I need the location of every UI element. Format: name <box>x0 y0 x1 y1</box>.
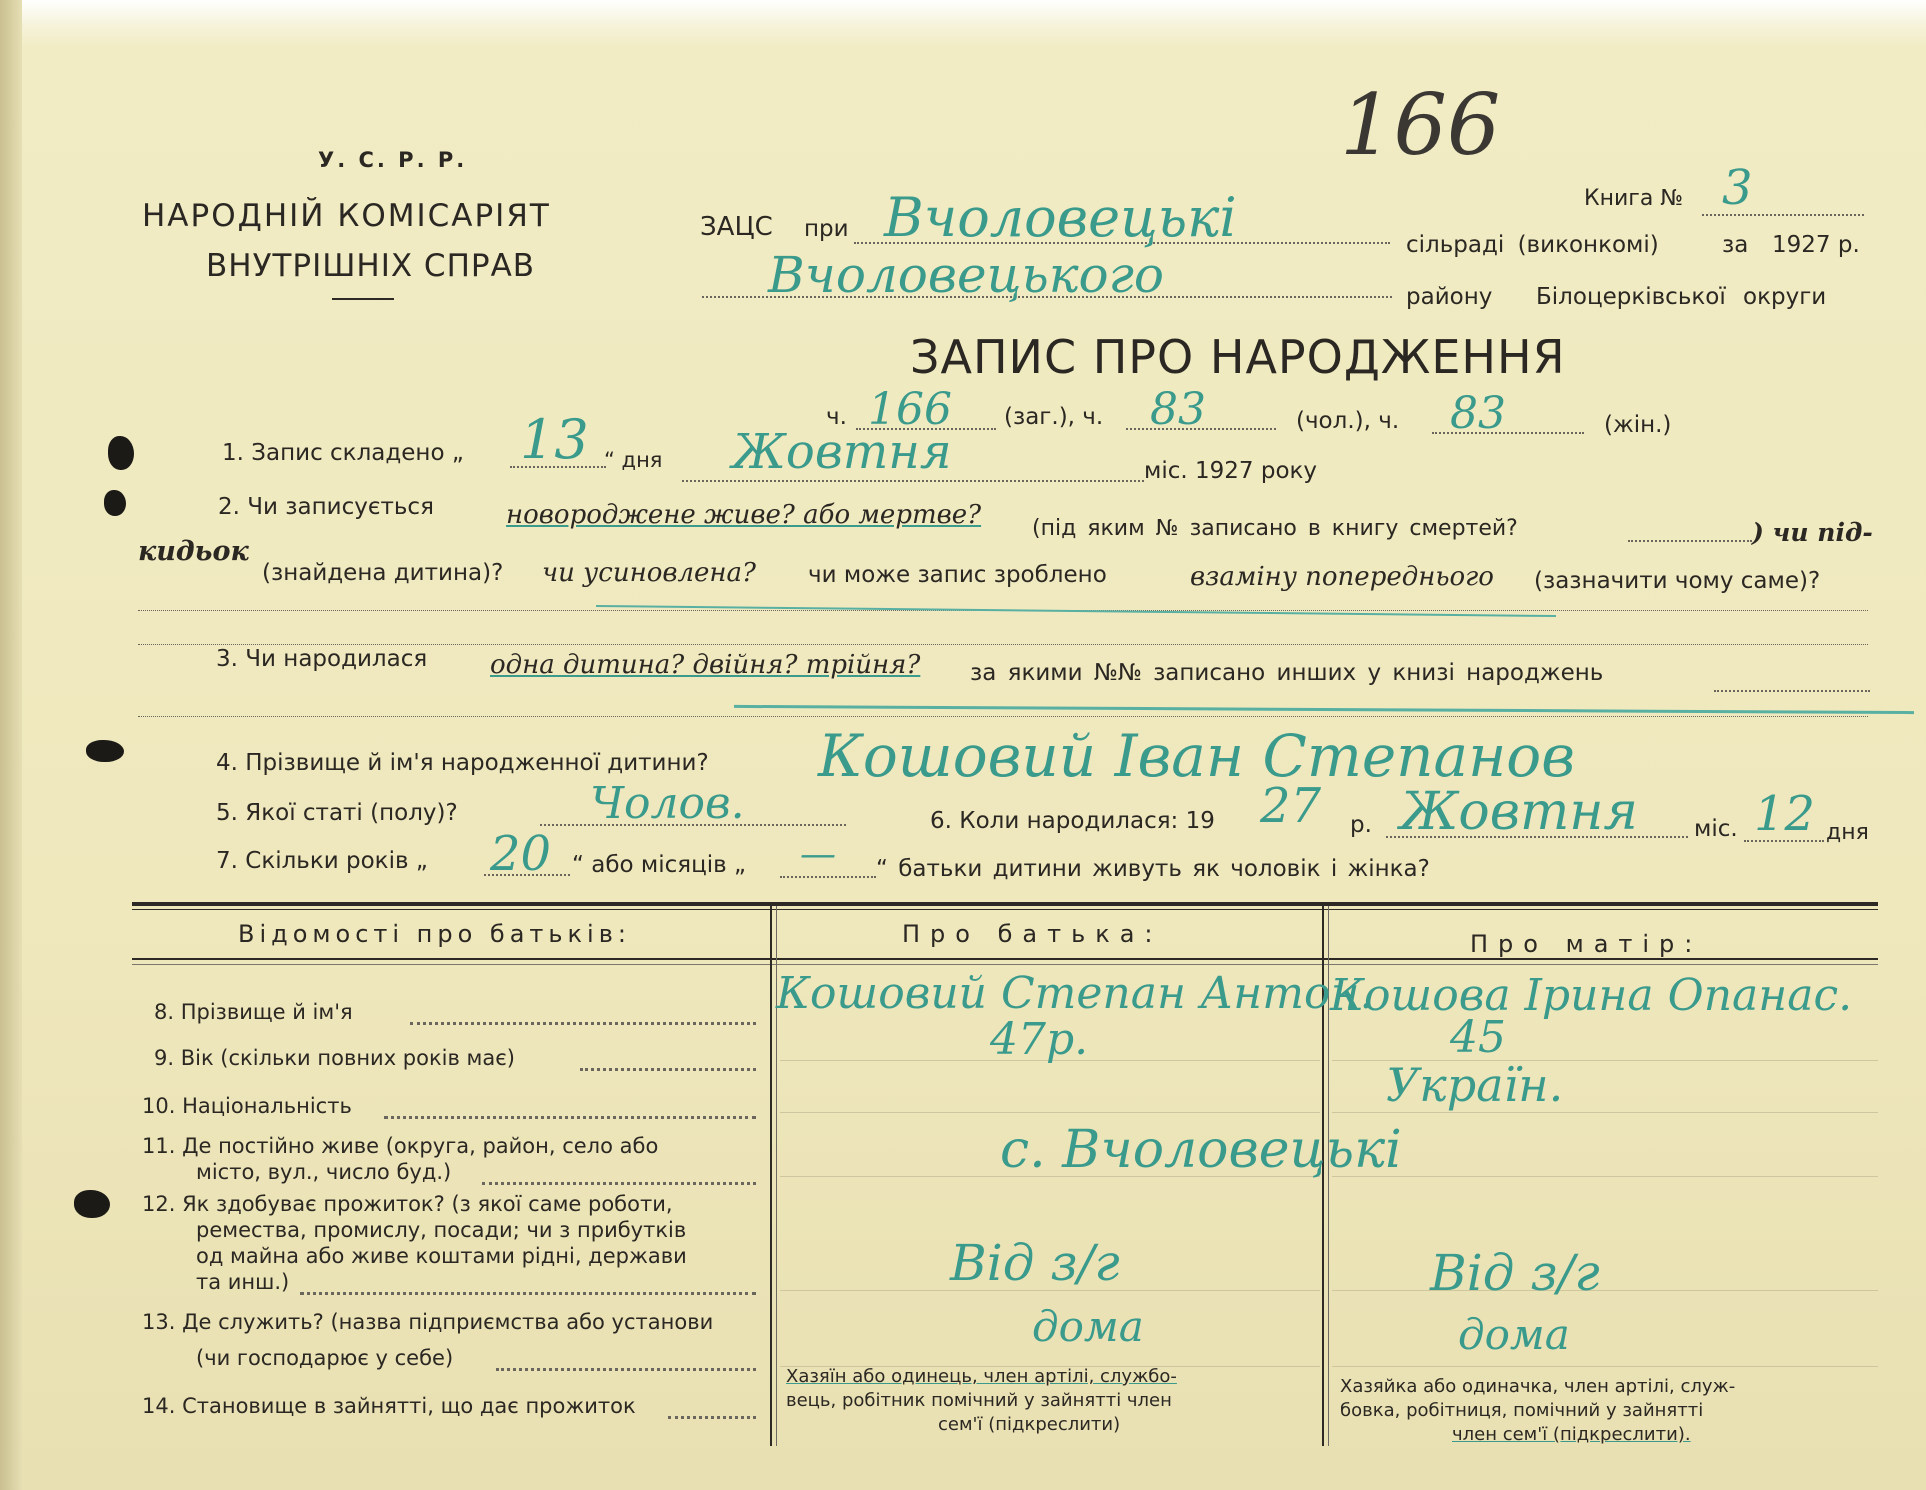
q3-a: 3. Чи народилася <box>216 646 428 672</box>
mother-status-line3 <box>1452 1424 1691 1446</box>
father-status-value: Хазяїн або одинець, член артілі, службо- <box>786 1366 1177 1387</box>
mother-nationality: Україн. <box>1386 1058 1564 1112</box>
row-label-8: 8. Прізвище й ім'я <box>154 1000 353 1024</box>
mother-rule <box>1332 1290 1878 1291</box>
rayon-handwritten: Вчоловецького <box>768 246 1165 304</box>
q2-line2-a: кидьок <box>138 536 249 567</box>
father-status-line1 <box>786 1366 1177 1388</box>
punch-hole <box>74 1190 110 1218</box>
q2-death-line <box>1628 540 1752 542</box>
q1-month-line <box>682 480 1144 482</box>
q3-line <box>1714 690 1870 692</box>
q2-answer-line2 <box>138 644 1868 645</box>
mother-status-line1: Хазяйка або одиначка, член артілі, служ- <box>1340 1376 1736 1397</box>
punch-hole <box>104 490 126 516</box>
row-14-dots <box>668 1416 756 1419</box>
q1-mis: міс. 1927 року <box>1144 458 1318 484</box>
q1-day-value: 13 <box>520 408 589 471</box>
row-label-12d: та инш.) <box>196 1270 290 1294</box>
row-label-9: 9. Вік (скільки повних років має) <box>154 1046 515 1070</box>
table-header-rule-thin <box>132 964 1878 965</box>
q2-line2-d: чи може запис зроблено <box>808 562 1107 588</box>
top-edge <box>22 0 1926 48</box>
row-label-10: 10. Національність <box>142 1094 352 1118</box>
table-divider-1 <box>770 906 772 1446</box>
row-13-dots <box>496 1368 756 1371</box>
father-age: 47р. <box>990 1014 1089 1065</box>
father-residence: с. Вчоловецькі <box>1000 1120 1402 1180</box>
row-11-dots <box>482 1182 756 1185</box>
q2-line2-b: (знайдена дитина)? <box>262 560 504 586</box>
q3-answer-line <box>138 716 1868 717</box>
ussr-label: У. С. Р. Р. <box>318 148 468 172</box>
zhin-label: (жін.) <box>1604 412 1672 438</box>
row-8-dots <box>410 1022 756 1025</box>
ch2-value: 83 <box>1150 384 1206 435</box>
mother-name: Кошова Ірина Опанас. <box>1330 970 1853 1021</box>
row-label-12b: ремества, промислу, посади; чи з прибутків <box>196 1218 687 1242</box>
row-10-dots <box>384 1116 756 1119</box>
village-handwritten: Вчоловецькі <box>884 186 1237 249</box>
q4-label: 4. Прізвище й ім'я народженної дитини? <box>216 750 709 776</box>
divider <box>332 298 394 300</box>
father-status-line3: сем'ї (підкреслити) <box>938 1414 1121 1435</box>
ch1-value: 166 <box>868 384 952 435</box>
mother-rule <box>1332 1112 1878 1113</box>
row-label-11a: 11. Де постійно живе (округа, район, село або <box>142 1134 659 1158</box>
row-9-dots <box>580 1068 756 1071</box>
row-12-dots <box>300 1292 756 1295</box>
q7-years-value: 20 <box>490 826 552 882</box>
ch1-label: ч. <box>826 404 847 430</box>
father-work: дома <box>1032 1302 1144 1351</box>
q3-b <box>490 650 920 680</box>
zags-label: ЗАЦС <box>700 212 773 242</box>
father-name: Кошовий Степан Антон. <box>776 968 1374 1019</box>
za-label: за <box>1722 232 1749 258</box>
chol-label: (чол.), ч. <box>1296 408 1400 434</box>
q1-label: 1. Запис складено „ <box>222 440 464 466</box>
father-status-line2: вець, робітник помічний у зайнятті член <box>786 1390 1172 1411</box>
q6-day-value: 12 <box>1754 786 1816 842</box>
mother-age: 45 <box>1450 1012 1506 1063</box>
q3-c: за якими №№ записано инших у книзі народжень <box>970 660 1604 686</box>
binding-edge <box>0 0 22 1490</box>
col-header-father: Про батька: <box>902 920 1163 948</box>
q7-months-line <box>780 876 876 878</box>
q2-option-alive: новороджене живе? або мертве? <box>506 500 982 530</box>
q6-year-value: 27 <box>1260 778 1322 834</box>
selrada-label: сільраді (виконкомі) <box>1406 232 1659 258</box>
q7-label: 7. Скільки років „ <box>216 848 428 874</box>
q7-rest: “ батьки дитини живуть як чоловік і жінка? <box>876 856 1430 882</box>
row-label-13a: 13. Де служить? (назва підприємства або установи <box>142 1310 714 1334</box>
okruga-label: Білоцерківської округи <box>1536 284 1827 310</box>
q3-option-one: одна дитина? двійня? трійня? <box>490 650 921 680</box>
col-header-parents: Відомості про батьків: <box>238 920 631 948</box>
q2-pen-stroke <box>596 605 1556 617</box>
q2-line2-e: взаміну попереднього <box>1190 562 1494 592</box>
mother-rule <box>1332 1176 1878 1177</box>
book-number-line <box>1702 214 1864 216</box>
ministry-line2: ВНУТРІШНІХ СПРАВ <box>206 248 536 284</box>
pry-label: при <box>804 216 849 242</box>
row-label-14: 14. Становище в зайнятті, що дає прожиток <box>142 1394 636 1418</box>
punch-hole <box>86 740 124 762</box>
q2-line1-c: (під яким № записано в книгу смертей? <box>1032 516 1518 541</box>
table-top-rule <box>132 902 1878 906</box>
q5-value: Чолов. <box>590 778 745 829</box>
q2-line1-b <box>506 500 981 530</box>
mother-status-line2: бовка, робітниця, помічний у зайнятті <box>1340 1400 1704 1421</box>
mother-income: Від з/г <box>1430 1244 1600 1302</box>
row-label-12a: 12. Як здобуває прожиток? (з якої саме роботи, <box>142 1192 673 1216</box>
q6-month-value: Жовтня <box>1400 782 1638 842</box>
page-title: ЗАПИС ПРО НАРОДЖЕННЯ <box>910 330 1566 384</box>
page-number: 166 <box>1340 76 1501 174</box>
q2-line2-c: чи усиновлена? <box>542 558 756 588</box>
col-header-mother: Про матір: <box>1470 930 1703 958</box>
book-label: Книга № <box>1584 186 1684 211</box>
q6-mis: міс. <box>1694 816 1738 842</box>
q2-line1-a: 2. Чи записується <box>218 494 434 520</box>
book-number: 3 <box>1722 160 1753 216</box>
father-income: Від з/г <box>950 1234 1120 1292</box>
q2-line2-f: (зазначити чому саме)? <box>1534 568 1821 594</box>
q4-value: Кошовий Іван Степанов <box>818 722 1575 790</box>
row-label-13b: (чи господарює у себе) <box>196 1346 454 1370</box>
row-label-12c: од майна або живе коштами рідні, держави <box>196 1244 687 1268</box>
q7-or-months: “ або місяців „ <box>572 852 746 878</box>
ministry-line1: НАРОДНІЙ КОМІСАРІЯТ <box>142 198 551 234</box>
table-top-rule-thin <box>132 909 1878 910</box>
mother-status-value: член сем'ї (підкреслити). <box>1452 1424 1691 1445</box>
punch-hole <box>108 436 134 470</box>
q1-month-value: Жовтня <box>732 424 952 480</box>
row-label-11b: місто, вул., число буд.) <box>196 1160 452 1184</box>
q6-dnya: дня <box>1826 820 1869 845</box>
q5-label: 5. Якої статі (полу)? <box>216 800 458 826</box>
rayon-label: району <box>1406 284 1493 310</box>
mother-work: дома <box>1458 1310 1570 1359</box>
zag-label: (заг.), ч. <box>1004 404 1104 430</box>
father-rule <box>780 1112 1320 1113</box>
q1-dnya: “ дня <box>604 448 663 472</box>
q7-months-value: — <box>800 834 836 875</box>
year-label: 1927 р. <box>1772 232 1860 258</box>
q3-pen-stroke <box>734 705 1914 714</box>
q6-r: р. <box>1350 812 1372 838</box>
mother-rule <box>1332 1366 1878 1367</box>
ch3-value: 83 <box>1450 388 1506 439</box>
q6-label: 6. Коли народилася: 19 <box>930 808 1215 834</box>
q2-line1-d: ) чи під- <box>1752 518 1873 547</box>
table-header-rule <box>132 958 1878 960</box>
